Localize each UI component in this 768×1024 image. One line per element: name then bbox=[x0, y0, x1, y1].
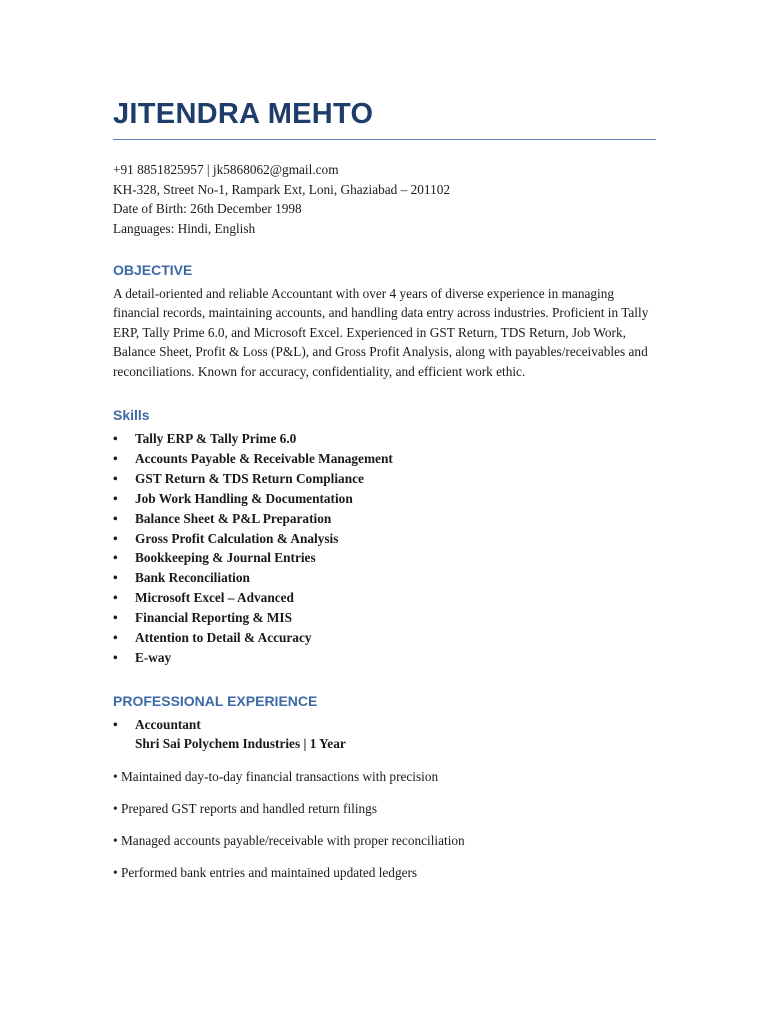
bullet-icon: • bbox=[113, 610, 118, 626]
skill-item: • Job Work Handling & Documentation bbox=[113, 489, 656, 509]
bullet-icon: • bbox=[113, 590, 118, 606]
objective-heading: OBJECTIVE bbox=[113, 262, 193, 278]
bullet-icon: • bbox=[113, 650, 118, 665]
duty-item: • Maintained day-to-day financial transactions with precision bbox=[113, 768, 439, 784]
candidate-name: JITENDRA MEHTO bbox=[113, 98, 374, 130]
contact-block bbox=[113, 160, 656, 238]
date-of-birth: Date of Birth: 26th December 1998 bbox=[113, 201, 302, 216]
skill-item: • Bookkeeping & Journal Entries bbox=[113, 548, 656, 568]
phone-email: +91 8851825957 | jk5868062@gmail.com bbox=[113, 162, 339, 177]
skill-item: • Accounts Payable & Receivable Management bbox=[113, 449, 656, 469]
resume-page bbox=[113, 96, 656, 895]
bullet-icon: • bbox=[113, 431, 118, 447]
skill-item: • Tally ERP & Tally Prime 6.0 bbox=[113, 429, 656, 449]
bullet-icon: • bbox=[113, 550, 118, 566]
duties-list bbox=[113, 767, 656, 882]
skill-item: • GST Return & TDS Return Compliance bbox=[113, 469, 656, 489]
bullet-icon: • bbox=[113, 570, 118, 586]
job-title: Accountant bbox=[135, 716, 201, 732]
skill-item: • E-way bbox=[113, 648, 656, 668]
duty-item: • Managed accounts payable/receivable with proper reconciliation bbox=[113, 832, 465, 848]
bullet-icon: • bbox=[113, 530, 118, 546]
duty-item: • Performed bank entries and maintained updated ledgers bbox=[113, 864, 418, 880]
skills-list bbox=[113, 429, 656, 668]
title-divider bbox=[113, 139, 656, 140]
skill-item: • Bank Reconciliation bbox=[113, 568, 656, 588]
bullet-icon: • bbox=[113, 470, 118, 486]
skills-heading: Skills bbox=[113, 407, 150, 424]
languages: Languages: Hindi, English bbox=[113, 220, 256, 236]
bullet-icon: • bbox=[113, 510, 118, 526]
skill-item: • Gross Profit Calculation & Analysis bbox=[113, 529, 656, 549]
skill-item: • Balance Sheet & P&L Preparation bbox=[113, 509, 656, 529]
address: KH-328, Street No-1, Rampark Ext, Loni, Ghaziabad – 201102 bbox=[113, 181, 451, 197]
experience-heading: PROFESSIONAL EXPERIENCE bbox=[113, 692, 318, 709]
job-entry bbox=[113, 715, 656, 754]
company-name: Shri Sai Polychem Industries | 1 Year bbox=[135, 736, 346, 752]
skill-item: • Attention to Detail & Accuracy bbox=[113, 628, 656, 648]
bullet-icon: • bbox=[113, 490, 118, 506]
skill-item: • Financial Reporting & MIS bbox=[113, 608, 656, 628]
duty-item: • Prepared GST reports and handled return filings bbox=[113, 800, 378, 816]
objective-text: A detail-oriented and reliable Accountant with over 4 years of diverse experience in managing financial records, maintaining accounts, and handling data entry across industries. Proficient in Tally ERP, Tally Prime 6.0, and Microsoft Excel. Experienced in GST Return, TDS Return, Job Work, Balance Sheet, Profit & Loss (P&L), and Gross Profit Analysis, along with payables/receivables and reconciliations. Known for accuracy, confidentiality, and efficient work ethic. bbox=[113, 286, 649, 379]
bullet-icon: • bbox=[113, 450, 118, 466]
skill-item: • Microsoft Excel – Advanced bbox=[113, 588, 656, 608]
bullet-icon: • bbox=[113, 630, 118, 646]
bullet-icon: • bbox=[113, 716, 118, 732]
